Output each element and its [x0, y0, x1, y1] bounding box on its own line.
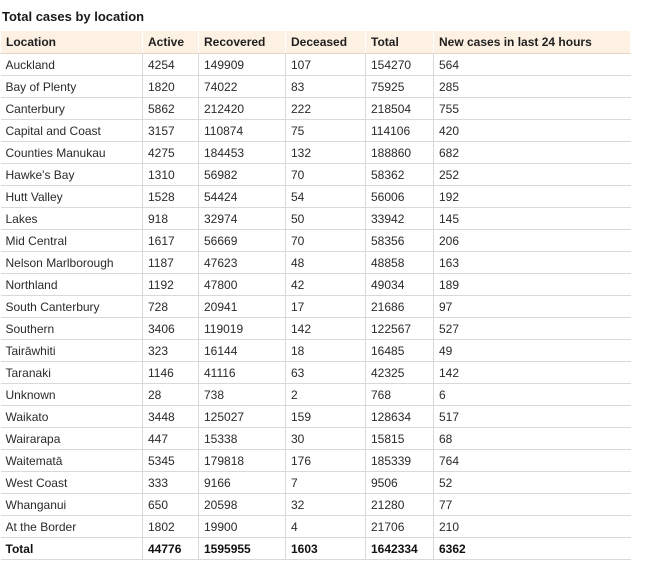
cell-deceased: 159 — [286, 406, 366, 428]
cell-active: 3448 — [143, 406, 199, 428]
cell-new-cases: 285 — [434, 76, 631, 98]
cell-total: 33942 — [366, 208, 434, 230]
cell-location: Waitematā — [1, 450, 143, 472]
cell-total: 21706 — [366, 516, 434, 538]
column-header-new-cases: New cases in last 24 hours — [434, 31, 631, 54]
cell-location: South Canterbury — [1, 296, 143, 318]
total-row — [1, 538, 631, 560]
cell-recovered: 184453 — [199, 142, 286, 164]
table-row — [1, 252, 631, 274]
cell-total: 218504 — [366, 98, 434, 120]
column-header-recovered: Recovered — [199, 31, 286, 54]
header-row — [1, 31, 631, 54]
cell-location: Nelson Marlborough — [1, 252, 143, 274]
total-active: 44776 — [143, 538, 199, 560]
cell-new-cases: 77 — [434, 494, 631, 516]
cell-deceased: 18 — [286, 340, 366, 362]
cell-location: Tairāwhiti — [1, 340, 143, 362]
cell-deceased: 142 — [286, 318, 366, 340]
cell-recovered: 15338 — [199, 428, 286, 450]
cell-total: 185339 — [366, 450, 434, 472]
table-row — [1, 274, 631, 296]
cell-location: Wairarapa — [1, 428, 143, 450]
cell-new-cases: 68 — [434, 428, 631, 450]
cell-deceased: 222 — [286, 98, 366, 120]
cell-total: 188860 — [366, 142, 434, 164]
cell-active: 1617 — [143, 230, 199, 252]
table-row — [1, 296, 631, 318]
cell-active: 4254 — [143, 54, 199, 76]
cell-total: 48858 — [366, 252, 434, 274]
table-row — [1, 54, 631, 76]
cell-active: 3406 — [143, 318, 199, 340]
cell-active: 4275 — [143, 142, 199, 164]
cell-new-cases: 206 — [434, 230, 631, 252]
cell-active: 1192 — [143, 274, 199, 296]
cell-total: 128634 — [366, 406, 434, 428]
cell-location: Hawke's Bay — [1, 164, 143, 186]
cell-location: Auckland — [1, 54, 143, 76]
cell-recovered: 56669 — [199, 230, 286, 252]
cases-by-location-table — [0, 30, 631, 560]
table-header — [1, 31, 631, 54]
cell-total: 49034 — [366, 274, 434, 296]
table-caption: Total cases by location — [2, 9, 145, 24]
cell-recovered: 74022 — [199, 76, 286, 98]
table-row — [1, 76, 631, 98]
table-row — [1, 98, 631, 120]
cell-recovered: 41116 — [199, 362, 286, 384]
total-recovered: 1595955 — [199, 538, 286, 560]
cell-active: 1187 — [143, 252, 199, 274]
cell-total: 16485 — [366, 340, 434, 362]
table-row — [1, 318, 631, 340]
column-header-active: Active — [143, 31, 199, 54]
table-row — [1, 340, 631, 362]
cell-total: 58356 — [366, 230, 434, 252]
cell-location: Mid Central — [1, 230, 143, 252]
table-row — [1, 362, 631, 384]
cell-deceased: 32 — [286, 494, 366, 516]
cell-active: 333 — [143, 472, 199, 494]
total-label: Total — [1, 538, 143, 560]
cell-new-cases: 145 — [434, 208, 631, 230]
table-row — [1, 406, 631, 428]
total-new-cases: 6362 — [434, 538, 631, 560]
cell-total: 768 — [366, 384, 434, 406]
cell-deceased: 132 — [286, 142, 366, 164]
table-row — [1, 384, 631, 406]
cell-total: 154270 — [366, 54, 434, 76]
column-header-total: Total — [366, 31, 434, 54]
cell-recovered: 54424 — [199, 186, 286, 208]
table-row — [1, 208, 631, 230]
cell-deceased: 54 — [286, 186, 366, 208]
cell-recovered: 32974 — [199, 208, 286, 230]
cell-new-cases: 517 — [434, 406, 631, 428]
cell-active: 28 — [143, 384, 199, 406]
cell-recovered: 149909 — [199, 54, 286, 76]
cell-location: Canterbury — [1, 98, 143, 120]
cell-new-cases: 52 — [434, 472, 631, 494]
cell-deceased: 50 — [286, 208, 366, 230]
cell-location: Unknown — [1, 384, 143, 406]
cell-total: 21686 — [366, 296, 434, 318]
cell-deceased: 4 — [286, 516, 366, 538]
cell-active: 1146 — [143, 362, 199, 384]
cell-recovered: 47623 — [199, 252, 286, 274]
cell-new-cases: 682 — [434, 142, 631, 164]
cell-new-cases: 49 — [434, 340, 631, 362]
table-body — [1, 54, 631, 560]
table-row — [1, 450, 631, 472]
cell-total: 75925 — [366, 76, 434, 98]
column-header-location: Location — [1, 31, 143, 54]
cell-location: Counties Manukau — [1, 142, 143, 164]
cell-deceased: 7 — [286, 472, 366, 494]
table-row — [1, 142, 631, 164]
cell-recovered: 9166 — [199, 472, 286, 494]
cell-recovered: 16144 — [199, 340, 286, 362]
cell-deceased: 48 — [286, 252, 366, 274]
cell-recovered: 179818 — [199, 450, 286, 472]
cell-location: Waikato — [1, 406, 143, 428]
cell-active: 1820 — [143, 76, 199, 98]
cell-active: 5862 — [143, 98, 199, 120]
cell-new-cases: 252 — [434, 164, 631, 186]
cell-total: 56006 — [366, 186, 434, 208]
cell-deceased: 42 — [286, 274, 366, 296]
cell-deceased: 107 — [286, 54, 366, 76]
cell-recovered: 20598 — [199, 494, 286, 516]
cell-active: 5345 — [143, 450, 199, 472]
cell-location: West Coast — [1, 472, 143, 494]
cell-deceased: 176 — [286, 450, 366, 472]
cell-active: 1802 — [143, 516, 199, 538]
cell-recovered: 212420 — [199, 98, 286, 120]
cell-new-cases: 564 — [434, 54, 631, 76]
cell-recovered: 119019 — [199, 318, 286, 340]
table-row — [1, 120, 631, 142]
cell-deceased: 75 — [286, 120, 366, 142]
cell-new-cases: 764 — [434, 450, 631, 472]
cell-recovered: 110874 — [199, 120, 286, 142]
cell-new-cases: 755 — [434, 98, 631, 120]
cell-active: 1310 — [143, 164, 199, 186]
cell-new-cases: 97 — [434, 296, 631, 318]
cell-location: Taranaki — [1, 362, 143, 384]
cell-active: 1528 — [143, 186, 199, 208]
cell-new-cases: 6 — [434, 384, 631, 406]
cell-recovered: 125027 — [199, 406, 286, 428]
cell-recovered: 19900 — [199, 516, 286, 538]
cell-new-cases: 210 — [434, 516, 631, 538]
cell-total: 114106 — [366, 120, 434, 142]
total-total: 1642334 — [366, 538, 434, 560]
cell-recovered: 738 — [199, 384, 286, 406]
table-row — [1, 516, 631, 538]
cell-active: 728 — [143, 296, 199, 318]
table-row — [1, 164, 631, 186]
cell-active: 918 — [143, 208, 199, 230]
cell-total: 122567 — [366, 318, 434, 340]
cell-deceased: 70 — [286, 164, 366, 186]
cell-total: 21280 — [366, 494, 434, 516]
cell-location: At the Border — [1, 516, 143, 538]
cell-location: Northland — [1, 274, 143, 296]
table-row — [1, 428, 631, 450]
cell-deceased: 2 — [286, 384, 366, 406]
cell-new-cases: 420 — [434, 120, 631, 142]
table-row — [1, 186, 631, 208]
table-row — [1, 230, 631, 252]
cell-recovered: 20941 — [199, 296, 286, 318]
cell-new-cases: 527 — [434, 318, 631, 340]
total-deceased: 1603 — [286, 538, 366, 560]
cell-total: 15815 — [366, 428, 434, 450]
cell-active: 3157 — [143, 120, 199, 142]
cell-total: 9506 — [366, 472, 434, 494]
cell-active: 650 — [143, 494, 199, 516]
cell-location: Bay of Plenty — [1, 76, 143, 98]
cell-active: 447 — [143, 428, 199, 450]
cell-deceased: 63 — [286, 362, 366, 384]
cell-location: Capital and Coast — [1, 120, 143, 142]
cell-location: Hutt Valley — [1, 186, 143, 208]
cell-new-cases: 142 — [434, 362, 631, 384]
table-row — [1, 494, 631, 516]
column-header-deceased: Deceased — [286, 31, 366, 54]
cell-active: 323 — [143, 340, 199, 362]
cell-deceased: 17 — [286, 296, 366, 318]
cell-location: Southern — [1, 318, 143, 340]
cell-new-cases: 163 — [434, 252, 631, 274]
cell-location: Whanganui — [1, 494, 143, 516]
cell-deceased: 30 — [286, 428, 366, 450]
table-row — [1, 472, 631, 494]
cell-total: 42325 — [366, 362, 434, 384]
cell-deceased: 70 — [286, 230, 366, 252]
cell-location: Lakes — [1, 208, 143, 230]
cell-deceased: 83 — [286, 76, 366, 98]
cell-recovered: 56982 — [199, 164, 286, 186]
cell-new-cases: 192 — [434, 186, 631, 208]
cell-new-cases: 189 — [434, 274, 631, 296]
cell-total: 58362 — [366, 164, 434, 186]
cell-recovered: 47800 — [199, 274, 286, 296]
